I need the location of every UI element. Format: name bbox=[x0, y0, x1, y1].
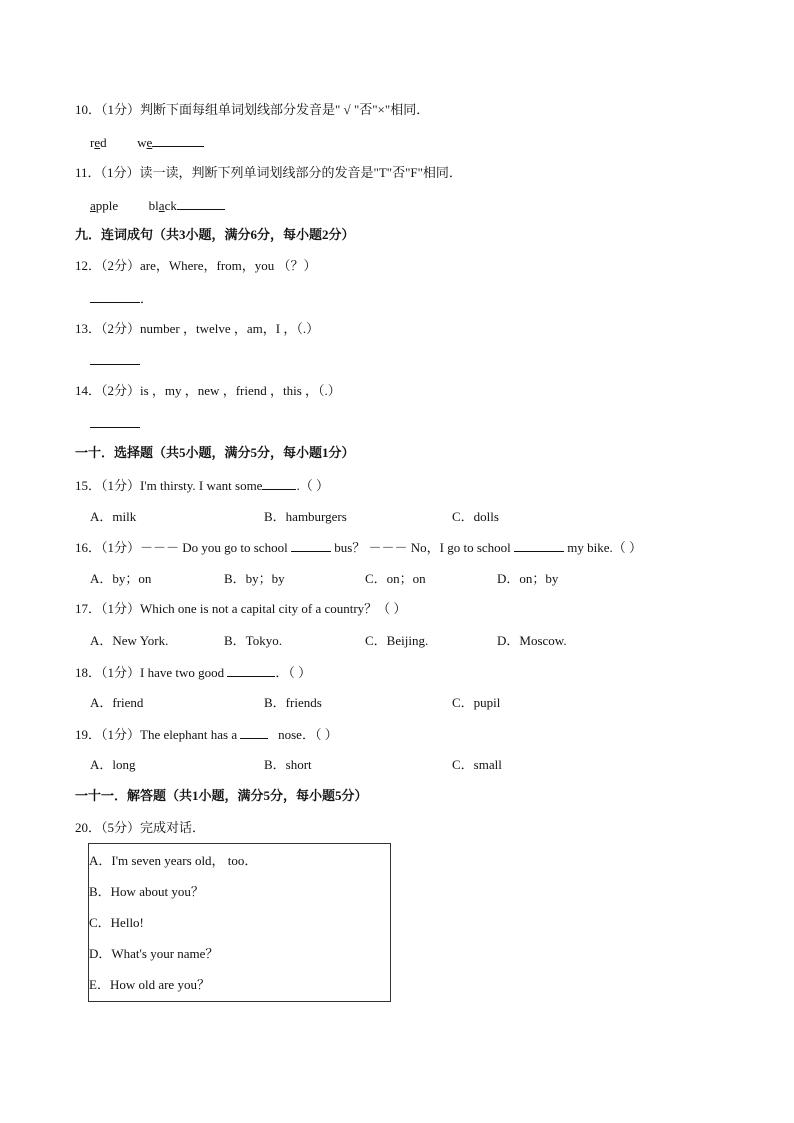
q20-box-option-b: B．How about you？ bbox=[89, 884, 204, 899]
q11-stem: 11．（1分）读一读，判断下列单词划线部分的发音是"T"否"F"相同． bbox=[75, 165, 462, 180]
q19-stem: 19．（1分）The elephant has a nose．（ ） bbox=[75, 727, 338, 742]
q16-option-a[interactable]: A．by；on bbox=[90, 571, 152, 586]
q11-word1: apple bbox=[90, 198, 119, 213]
q18-stem: 18．（1分）I have two good ．（ ） bbox=[75, 665, 312, 680]
q12-answer: ． bbox=[90, 289, 153, 308]
section-9-heading: 九．连词成句（共3小题，满分6分，每小题2分） bbox=[75, 227, 355, 242]
q10-answer-blank[interactable] bbox=[152, 133, 204, 147]
q10-word2: we bbox=[137, 135, 153, 150]
q16-stem: 16．（1分）－－－ Do you go to school bus？ －－－ No，I go to school my bike.（ ） bbox=[75, 540, 643, 555]
q13-answer-blank[interactable] bbox=[90, 351, 140, 365]
q11-answer-blank[interactable] bbox=[177, 196, 225, 210]
q18-option-b[interactable]: B．friends bbox=[264, 695, 322, 710]
q16-option-c[interactable]: C．on；on bbox=[365, 571, 426, 586]
q17-option-c[interactable]: C．Beijing. bbox=[365, 633, 429, 648]
q16-blank-2[interactable] bbox=[514, 538, 564, 552]
q19-option-b[interactable]: B．short bbox=[264, 757, 312, 772]
q20-dialogue-options-box bbox=[88, 843, 391, 1002]
q19-blank[interactable] bbox=[240, 725, 268, 739]
q17-option-b[interactable]: B．Tokyo. bbox=[224, 633, 282, 648]
q19-option-c[interactable]: C．small bbox=[452, 757, 502, 772]
q16-blank-1[interactable] bbox=[291, 538, 331, 552]
section-10-heading: 一十．选择题（共5小题，满分5分，每小题1分） bbox=[75, 445, 355, 460]
q20-stem: 20．（5分）完成对话． bbox=[75, 820, 206, 835]
q14-answer-blank[interactable] bbox=[90, 414, 140, 428]
q20-box-option-e: E．How old are you？ bbox=[89, 977, 210, 992]
q16-option-b[interactable]: B．by；by bbox=[224, 571, 285, 586]
q10-word1: red bbox=[90, 135, 107, 150]
q15-option-a[interactable]: A．milk bbox=[90, 509, 137, 524]
q10-stem: 10．（1分）判断下面每组单词划线部分发音是" √ "否"×"相同． bbox=[75, 102, 430, 117]
q20-box-option-d: D．What's your name？ bbox=[89, 946, 219, 961]
q19-option-a[interactable]: A．long bbox=[90, 757, 136, 772]
q13-answer bbox=[90, 351, 140, 370]
q13-stem: 13．（2分）number ，twelve ，am，I ，（.） bbox=[75, 321, 320, 336]
q18-blank[interactable] bbox=[227, 663, 275, 677]
q12-stem: 12．（2分）are，Where，from，you （？） bbox=[75, 258, 317, 273]
q20-box-option-c: C．Hello! bbox=[89, 915, 144, 930]
q18-option-a[interactable]: A．friend bbox=[90, 695, 144, 710]
q14-answer bbox=[90, 414, 140, 433]
q10-words bbox=[90, 133, 204, 152]
q17-option-a[interactable]: A．New York. bbox=[90, 633, 169, 648]
section-11-heading: 一十一．解答题（共1小题，满分5分，每小题5分） bbox=[75, 788, 368, 803]
q16-option-d[interactable]: D．on；by bbox=[497, 571, 559, 586]
q15-option-b[interactable]: B．hamburgers bbox=[264, 509, 347, 524]
q12-answer-blank[interactable] bbox=[90, 289, 140, 303]
q18-option-c[interactable]: C．pupil bbox=[452, 695, 501, 710]
q11-word2: black bbox=[148, 198, 177, 213]
q11-words bbox=[90, 196, 225, 215]
q20-box-option-a: A．I'm seven years old， too． bbox=[89, 853, 258, 868]
q17-stem: 17．（1分）Which one is not a capital city of a country？（ ） bbox=[75, 601, 407, 616]
q15-blank[interactable] bbox=[262, 476, 296, 490]
q15-option-c[interactable]: C．dolls bbox=[452, 509, 499, 524]
q17-option-d[interactable]: D．Moscow. bbox=[497, 633, 567, 648]
q14-stem: 14．（2分）is ，my ，new ，friend ，this ，（.） bbox=[75, 383, 341, 398]
q15-stem: 15．（1分）I'm thirsty. I want some .（ ） bbox=[75, 478, 329, 493]
